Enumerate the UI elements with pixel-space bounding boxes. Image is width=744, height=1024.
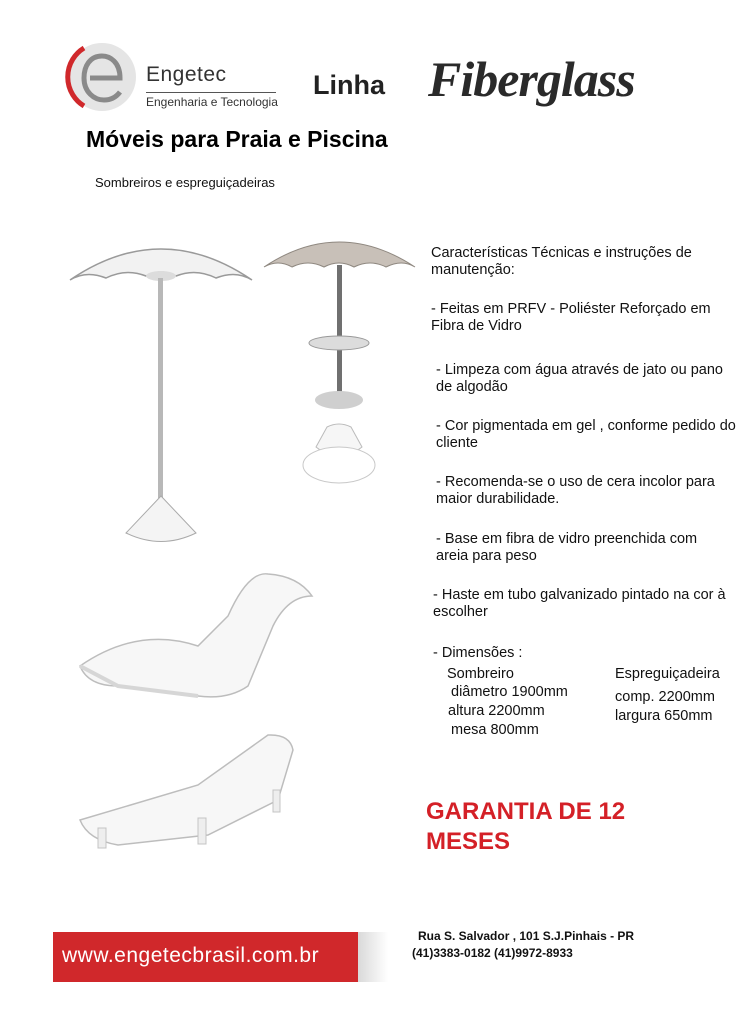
- page-title: Móveis para Praia e Piscina: [86, 126, 388, 152]
- dimensions-label: - Dimensões :: [433, 645, 523, 661]
- brand-divider: [146, 92, 276, 93]
- company-address: Rua S. Salvador , 101 S.J.Pinhais - PR: [418, 929, 635, 943]
- page-subtitle: Sombreiros e espreguiçadeiras: [95, 175, 275, 190]
- spec-item: - Limpeza com água através de jato ou pano de algodão: [436, 362, 723, 395]
- footer-divider: [358, 932, 388, 982]
- engetec-logo-icon: [62, 40, 136, 114]
- lounger-with-legs-image: [78, 730, 300, 852]
- spec-item: - Base em fibra de vidro preenchida com areia para peso: [436, 531, 698, 564]
- umbrella-dimension-line: altura 2200mm: [448, 703, 545, 719]
- website-link[interactable]: www.engetecbrasil.com.br: [62, 944, 320, 967]
- beige-umbrella-with-table-image: [262, 225, 417, 490]
- warranty-notice: GARANTIA DE 12 MESES: [426, 798, 626, 855]
- spec-item: - Cor pigmentada em gel , conforme pedido do cliente: [436, 418, 736, 451]
- lounger-dimension-line: comp. 2200mm: [615, 689, 715, 705]
- spec-item: - Feitas em PRFV - Poliéster Reforçado em Fibra de Vidro: [431, 301, 711, 334]
- umbrella-dimensions-title: Sombreiro: [447, 666, 514, 682]
- specs-heading: Características Técnicas e instruções de manutenção:: [431, 245, 692, 278]
- white-umbrella-image: [66, 228, 256, 558]
- product-line-prefix: Linha: [313, 70, 385, 100]
- lounger-curved-image: [78, 566, 314, 702]
- umbrella-dimension-line: mesa 800mm: [451, 722, 539, 738]
- brand-tagline: Engenharia e Tecnologia: [146, 95, 278, 109]
- product-line-name: Fiberglass: [428, 51, 635, 107]
- umbrella-dimension-line: diâmetro 1900mm: [451, 684, 568, 700]
- brand-name: Engetec: [146, 63, 227, 86]
- lounger-dimension-line: largura 650mm: [615, 708, 713, 724]
- spec-item: - Haste em tubo galvanizado pintado na cor à escolher: [433, 587, 726, 620]
- lounger-dimensions-title: Espreguiçadeira: [615, 666, 720, 682]
- spec-item: - Recomenda-se o uso de cera incolor para maior durabilidade.: [436, 474, 715, 507]
- company-phones: (41)3383-0182 (41)9972-8933: [412, 946, 573, 960]
